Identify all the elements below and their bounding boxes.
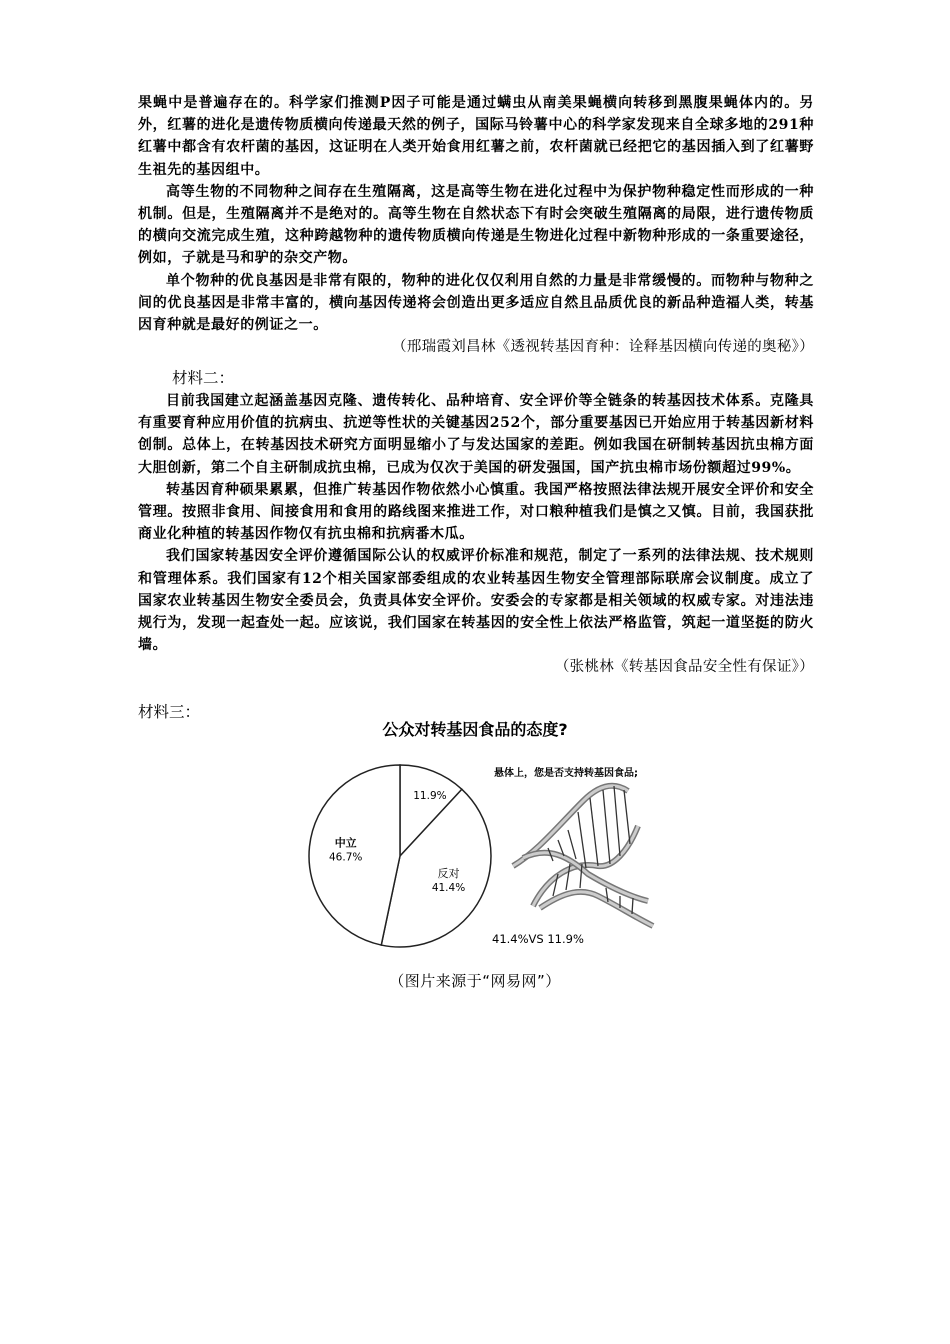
paragraph: 单个物种的优良基因是非常有限的，物种的进化仅仅利用自然的力量是非常缓慢的。而物种与物种之间的优良基因是非常丰富的，横向基因传递将会创造出更多适应自然且品质优良的新品种造福人类，转基因育种就是最好的例证之一。 — [138, 272, 814, 334]
source-citation: （张桃林《转基因食品安全性有保证》） — [554, 659, 814, 676]
pie-chart — [308, 756, 688, 956]
paragraph: 果蝇中是普遍存在的。科学家们推测P因子可能是通过螨虫从南美果蝇横向转移到黑腹果蝇体内的。另外，红薯的进化是遗传物质横向传递最天然的例子，国际马铃薯中心的科学家发现来自全球多地的291种红薯中都含有农杆菌的基因，这证明在人类开始食用红薯之前，农杆菌就已经把它的基因插入到了红薯野生祖先的基因组中。 — [138, 95, 814, 178]
slice-value-label: 41.4% — [431, 882, 466, 895]
section-heading: 材料三： — [138, 703, 201, 721]
source-citation: （邢瑞霞刘昌林《透视转基因育种：诠释基因横向传递的奥秘》） — [392, 339, 814, 356]
pie-figure — [308, 756, 688, 956]
paragraph: 我们国家转基因安全评价遵循国际公认的权威评价标准和规范，制定了一系列的法律法规、技术规则和管理体系。我们国家有12个相关国家部委组成的农业转基因生物安全管理部际联席会议制度。成立了国家农业转基因生物安全委员会，负责具体安全评价。安委会的专家都是相关领域的权威专家。对违法违规行为，发现一起查处一起。应该说，我们国家在转基因的安全性上依法严格监管，筑起一道坚挺的防火墙。 — [138, 548, 814, 654]
slice-value-label: 11.9% — [413, 790, 447, 803]
material-one — [138, 92, 814, 358]
dna-helix-icon — [513, 786, 653, 926]
survey-question: 悬体上，您是否支持转基因食品; — [494, 768, 638, 779]
slice-label: 反对 — [437, 867, 460, 881]
paragraph: 目前我国建立起涵盖基因克隆、遗传转化、品种培育、安全评价等全链条的转基因技术体系。克隆具有重要育种应用价值的抗病虫、抗逆等性状的关键基因252个，部分重要基因已开始应用于转基因新材料创制。总体上，在转基因技术研究方面明显缩小了与发达国家的差距。例如我国在研制转基因抗虫棉方面大胆创新，第二个自主研制成抗虫棉，已成为仅次于美国的研发强国，国产抗虫棉市场份额超过99%。 — [138, 393, 814, 476]
chart-title: 公众对转基因食品的态度? — [382, 720, 568, 739]
slice-value-label: 46.7% — [329, 851, 363, 864]
section-heading: 材料二： — [172, 369, 235, 387]
slice-label: 中立 — [334, 836, 357, 850]
paragraph: 高等生物的不同物种之间存在生殖隔离，这是高等生物在进化过程中为保护物种稳定性而形成的一种机制。但是，生殖隔离并不是绝对的。高等生物在自然状态下有时会突破生殖隔离的局限，进行遗传物质的横向交流完成生殖，这种跨越物种的遗传物质横向传递是生物进化过程中新物种形成的一条重要途径，例如，子就是马和驴的杂交产物。 — [138, 183, 814, 267]
figure-caption: （图片来源于“网易网”） — [389, 972, 561, 990]
comparison-label: 41.4%VS 11.9% — [492, 932, 584, 946]
paragraph: 转基因育种硕果累累，但推广转基因作物依然小心慎重。我国严格按照法律法规开展安全评价和安全管理。按照非食用、间接食用和食用的路线图来推进工作，对口粮种植我们是慎之又慎。目前，我国获批商业化种植的转基因作物仅有抗虫棉和抗病番木瓜。 — [138, 481, 814, 543]
material-two — [138, 390, 814, 678]
